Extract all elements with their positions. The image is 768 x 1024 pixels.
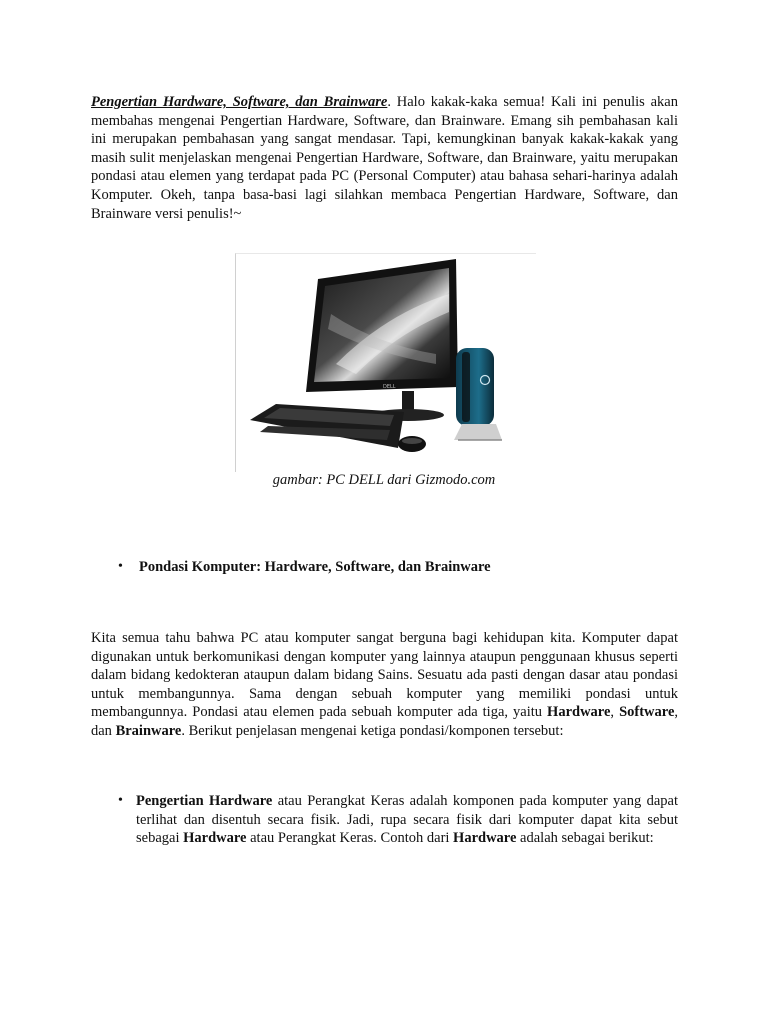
term-hardware: Hardware xyxy=(453,830,517,847)
hardware-definition xyxy=(136,792,678,848)
intro-paragraph xyxy=(91,93,678,223)
section-heading: Pondasi Komputer: Hardware, Software, dan Brainware xyxy=(139,559,491,575)
pc-dell-image xyxy=(235,253,536,472)
body-paragraph xyxy=(91,629,678,741)
hardware-lead: Pengertian Hardware xyxy=(136,793,273,809)
para2-text-a: Kita semua tahu bahwa PC atau komputer sangat berguna bagi kehidupan kita. Komputer dapat digunakan untuk berkomunikasi dengan komputer yang lainnya ataupun penggunaan khusus seperti dalam bidang kedokteran ataupun dalam bidang Sains. Sesuatu ada pasti dengan dasar atau pondasi untuk membangunnya. Sama dengan sebuah komputer yang memiliki pondasi untuk membangunnya. Pondasi atau elemen pada sebuah komputer ada tiga, yaitu xyxy=(91,630,678,721)
para2-sep-2: , dan xyxy=(91,704,679,739)
term-hardware: Hardware xyxy=(547,704,611,721)
bullet-icon: • xyxy=(118,793,123,808)
tower-stand xyxy=(454,424,502,440)
keyboard xyxy=(250,404,404,448)
mini-tower xyxy=(456,348,494,426)
term-software: Software xyxy=(619,704,675,721)
hardware-text-a: atau Perangkat Keras adalah komponen pada komputer yang dapat terlihat dan disentuh secara fisik. Jadi, rupa secara fisik dari komputer dapat kita sebut sebagai xyxy=(136,793,678,847)
para2-text-b: . Berikut penjelasan mengenai ketiga pondasi/komponen tersebut: xyxy=(181,722,564,739)
title-link[interactable]: Pengertian Hardware, Software, dan Brainware xyxy=(91,94,388,110)
hardware-text-c: adalah sebagai berikut: xyxy=(516,830,654,847)
monitor-logo: DELL xyxy=(383,384,396,390)
hardware-text-b: atau Perangkat Keras. Contoh dari xyxy=(246,830,454,847)
term-brainware: Brainware xyxy=(115,722,182,739)
figure-caption: gambar: PC DELL dari Gizmodo.com xyxy=(272,472,496,488)
pc-dell-illustration xyxy=(236,254,536,472)
term-hardware: Hardware xyxy=(183,830,247,847)
bullet-icon: • xyxy=(118,559,123,574)
intro-text: . Halo kakak-kaka semua! Kali ini penulis akan membahas mengenai Pengertian Hardware, Software, dan Brainware. Emang sih pembahasan kali ini merupakan pembahasan yang sangat mendasar. Tapi, kemungkinan banyak kakak-kakak yang masih sulit menjelaskan mengenai Pengertian Hardware, Software, dan Brainware, yaitu merupakan pondasi atau elemen yang terdapat pada PC (Personal Computer) atau bahasa sehari-harinya adalah Komputer. Okeh, tanpa basa-basi lagi silahkan membaca Pengertian Hardware, Software, dan Brainware versi penulis!~ xyxy=(91,94,678,222)
para2-sep-1: , xyxy=(610,704,620,721)
